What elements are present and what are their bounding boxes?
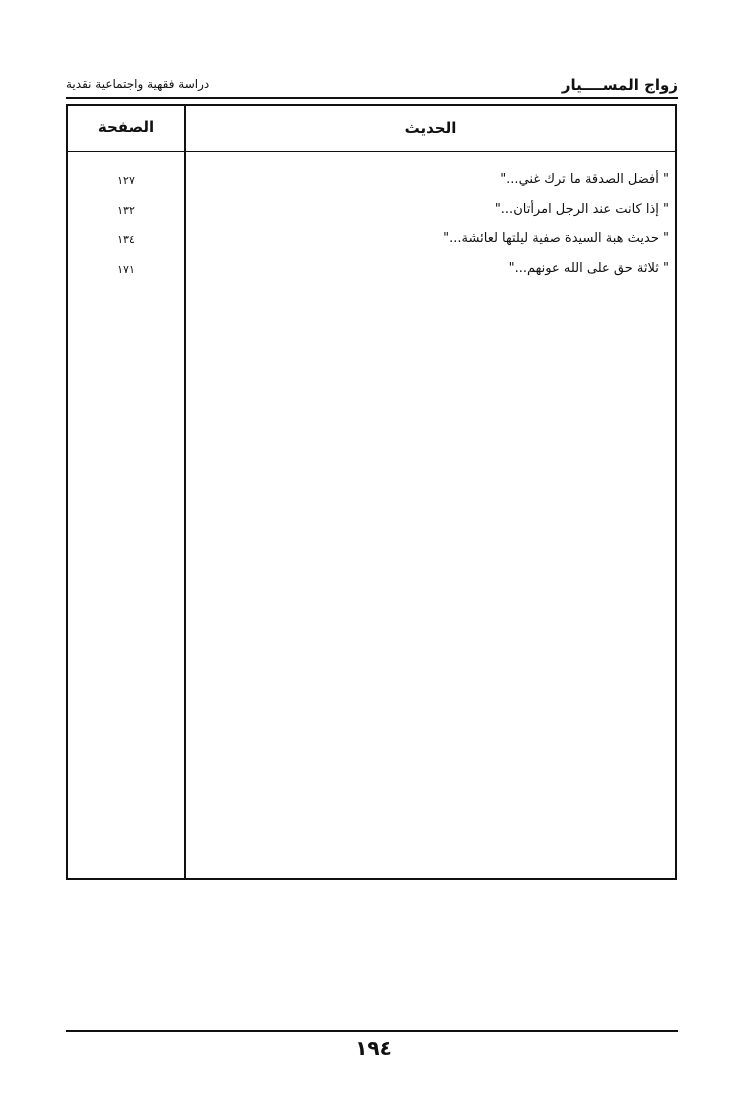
hadith-text: " إذا كانت عند الرجل امرأتان..." [494, 201, 669, 217]
column-header-hadith: الحديث [404, 119, 457, 137]
page-reference: ١٣٢ [117, 203, 135, 217]
book-subtitle: دراسة فقهية واجتماعية نقدية [66, 77, 210, 91]
column-header-page: الصفحة [97, 118, 155, 136]
hadith-index-table [66, 104, 677, 880]
book-title: زواج المســــيار [561, 76, 678, 94]
page-reference: ١٣٤ [117, 233, 135, 246]
footer-divider [66, 1030, 678, 1032]
page-reference: ١٧١ [117, 262, 135, 276]
table-row [68, 257, 675, 287]
hadith-text: " ثلاثة حق على الله عونهم..." [508, 260, 669, 276]
page-reference: ١٢٧ [117, 174, 135, 187]
table-row [68, 198, 675, 228]
hadith-text: " أفضل الصدقة ما ترك غني..." [500, 172, 669, 187]
running-header [66, 74, 678, 96]
hadith-text: " حديث هبة السيدة صفية ليلتها لعائشة..." [443, 231, 669, 246]
table-row [68, 168, 675, 198]
header-divider [66, 97, 678, 99]
table-body [68, 168, 675, 286]
header-row-divider [68, 151, 675, 152]
page-number: ١٩٤ [355, 1036, 392, 1060]
table-row [68, 227, 675, 257]
